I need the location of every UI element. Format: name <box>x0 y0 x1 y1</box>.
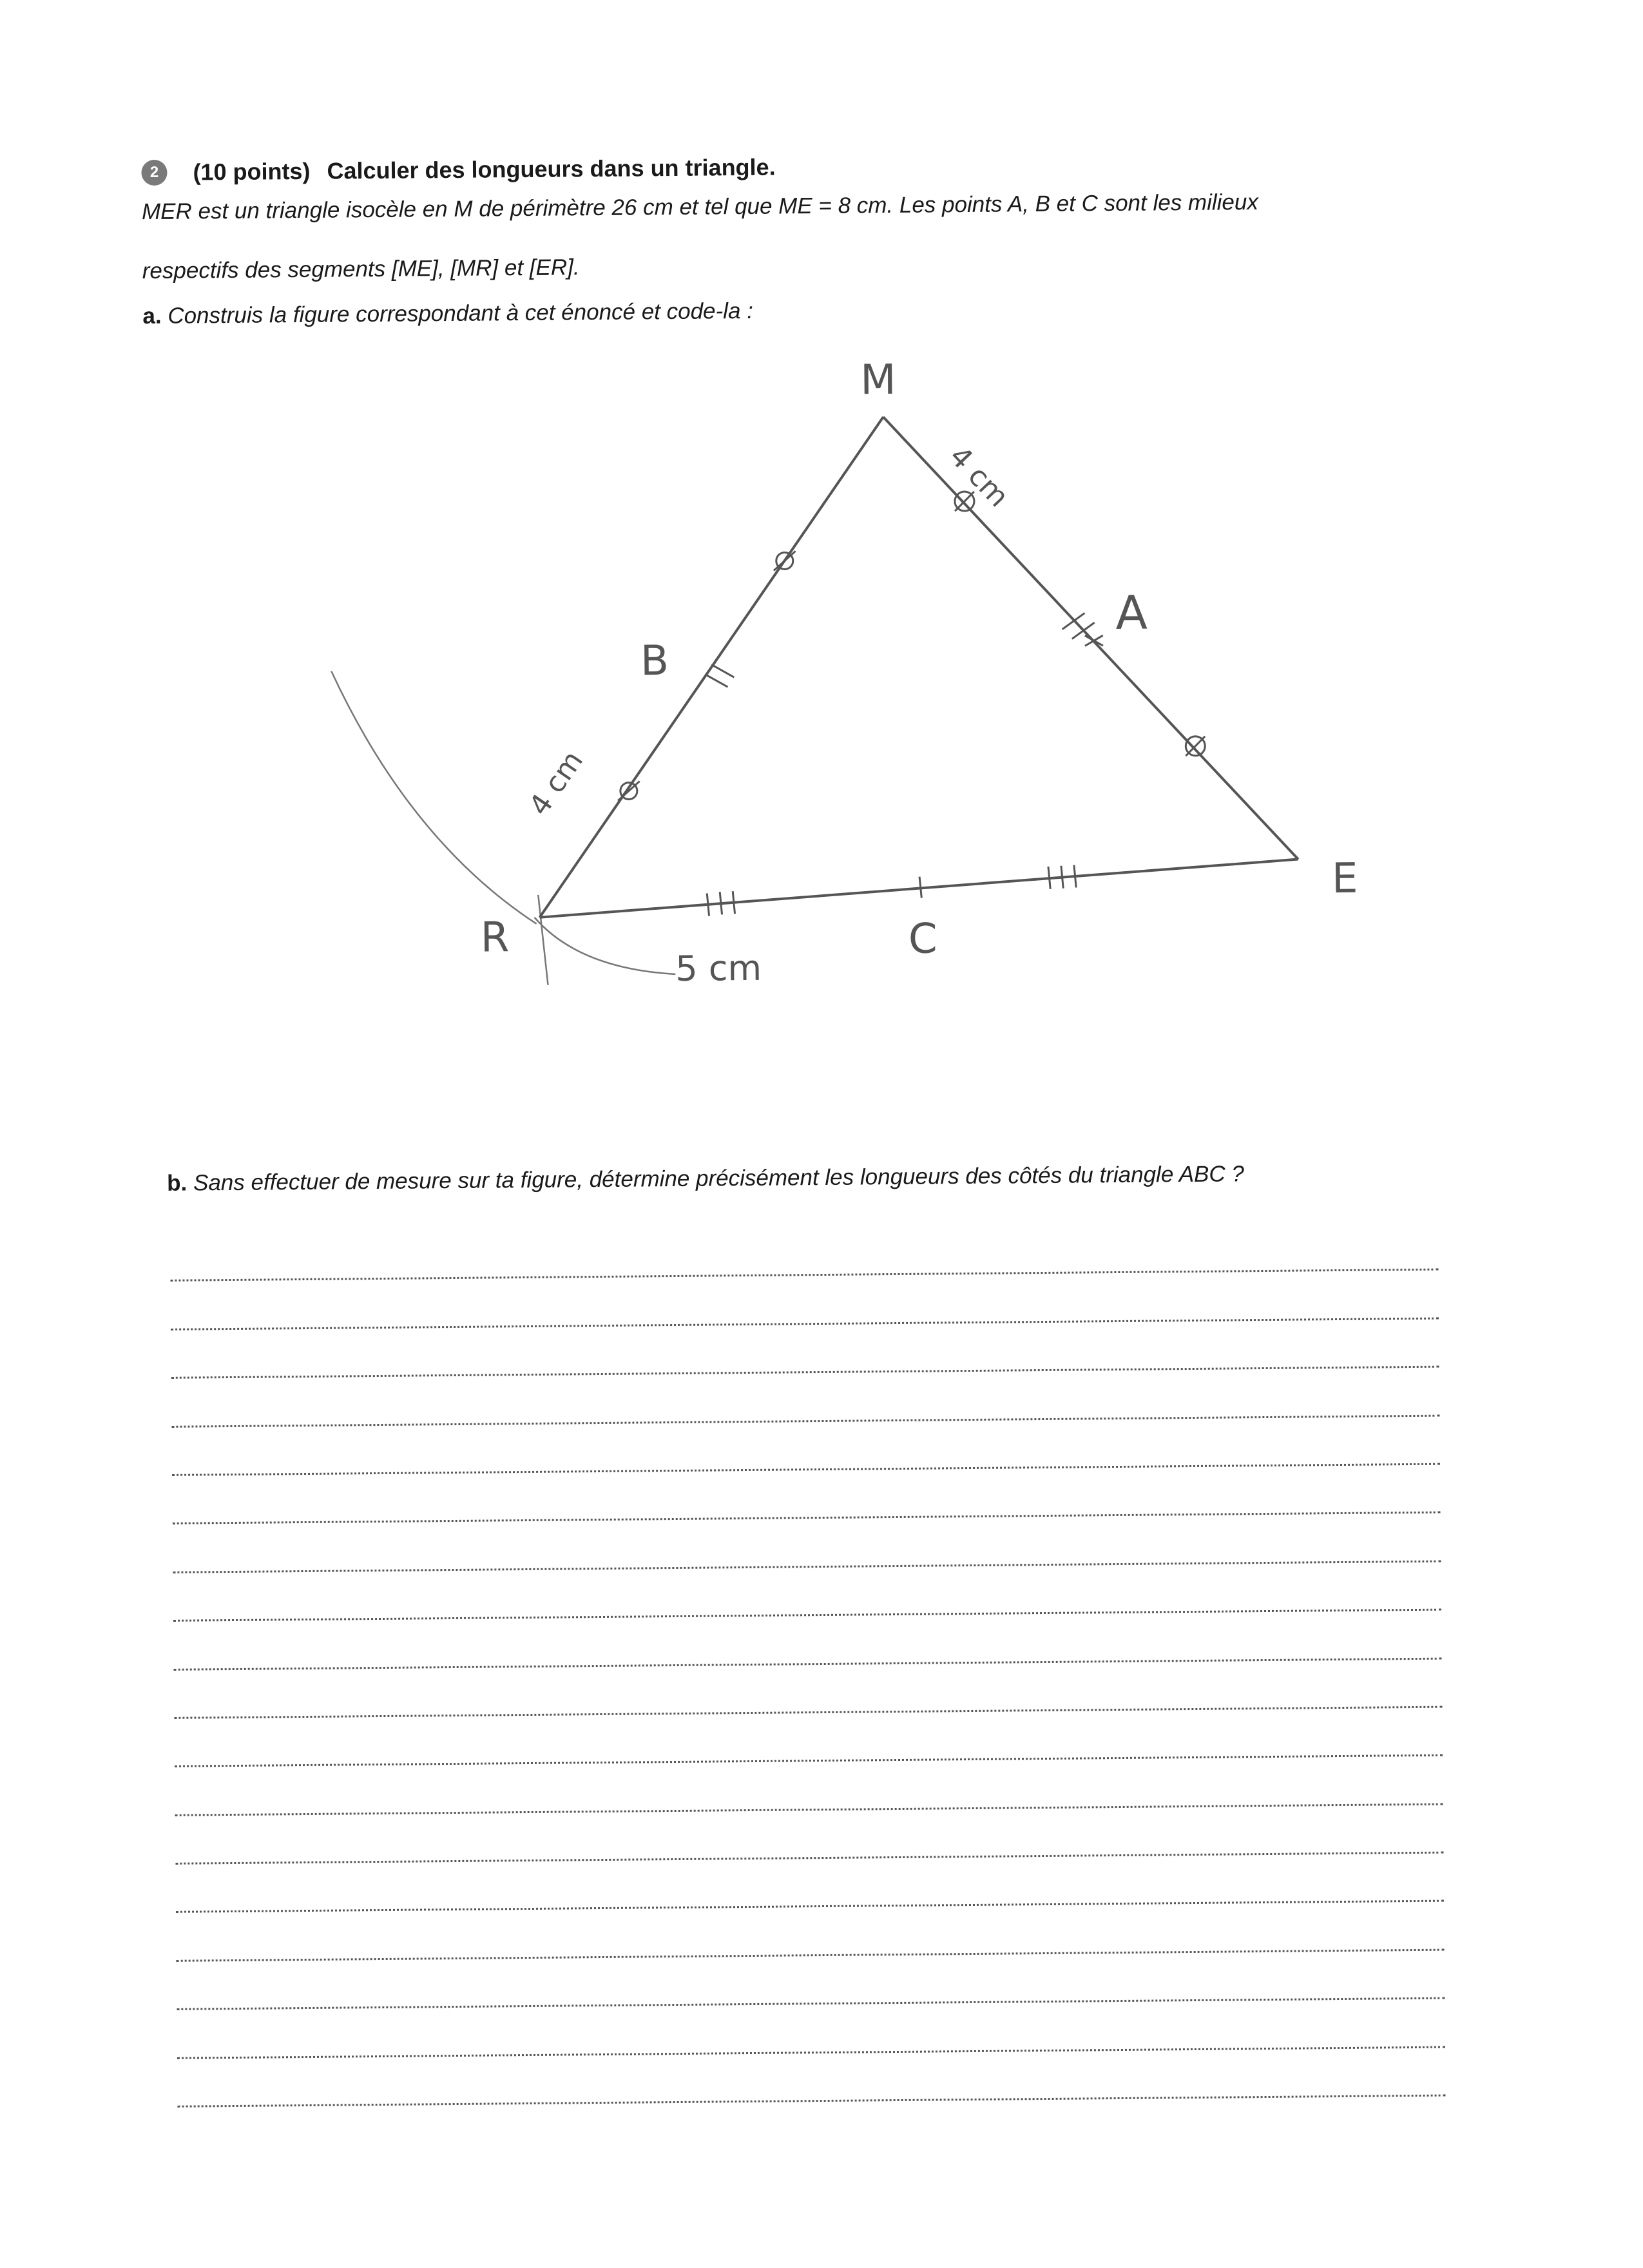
tick-CE-3 <box>1074 865 1076 888</box>
tick-B-1 <box>705 674 727 687</box>
question-b-letter: b. <box>166 1170 187 1196</box>
tick-CE-1 <box>1048 867 1050 889</box>
tick-C <box>919 877 921 898</box>
label-length-RB: 4 cm <box>523 745 590 822</box>
question-b <box>167 1161 1244 1196</box>
statement-line-1: MER est un triangle isocèle en M de périmètre 26 cm et tel que ME = 8 cm. Les points A, B et C sont les milieux <box>141 189 1259 225</box>
triangle-drawing <box>0 328 1642 1051</box>
question-a-letter: a. <box>142 303 162 329</box>
exercise-title: Calculer des longueurs dans un triangle. <box>327 153 776 184</box>
label-E: E <box>1331 854 1358 903</box>
statement-line-2: respectifs des segments [ME], [MR] et [ER]. <box>142 255 580 284</box>
tick-CE-2 <box>1061 866 1063 889</box>
question-b-text: Sans effectuer de mesure sur ta figure, détermine précisément les longueurs des côtés du triangle ABC ? <box>193 1161 1245 1196</box>
coding-marks <box>615 490 1207 917</box>
exercise-points: (10 points) <box>193 157 311 186</box>
tick-RC-2 <box>720 892 722 914</box>
label-length-RC: 5 cm <box>675 947 762 989</box>
label-R: R <box>480 914 510 962</box>
tick-B-2 <box>711 664 734 677</box>
answer-lines <box>170 1222 1446 2108</box>
side-MR <box>535 417 888 918</box>
exercise-header <box>141 154 776 187</box>
label-M: M <box>860 356 896 405</box>
label-B: B <box>640 637 669 686</box>
tick-RC-1 <box>707 894 709 916</box>
label-A: A <box>1115 585 1148 640</box>
tick-RC-3 <box>733 891 735 914</box>
label-length-MA: 4 cm <box>943 439 1015 514</box>
answer-line[interactable] <box>177 2048 1446 2108</box>
label-C: C <box>908 915 937 963</box>
exercise-number-badge: 2 <box>141 160 167 186</box>
tick-A-2 <box>1072 622 1095 639</box>
compass-arc-left <box>331 669 536 926</box>
figure-labels <box>476 352 1359 991</box>
compass-arc-bottom <box>535 916 676 975</box>
side-RE <box>539 860 1299 918</box>
question-a <box>142 298 753 329</box>
question-a-text: Construis la figure correspondant à cet énoncé et code-la : <box>168 298 754 329</box>
